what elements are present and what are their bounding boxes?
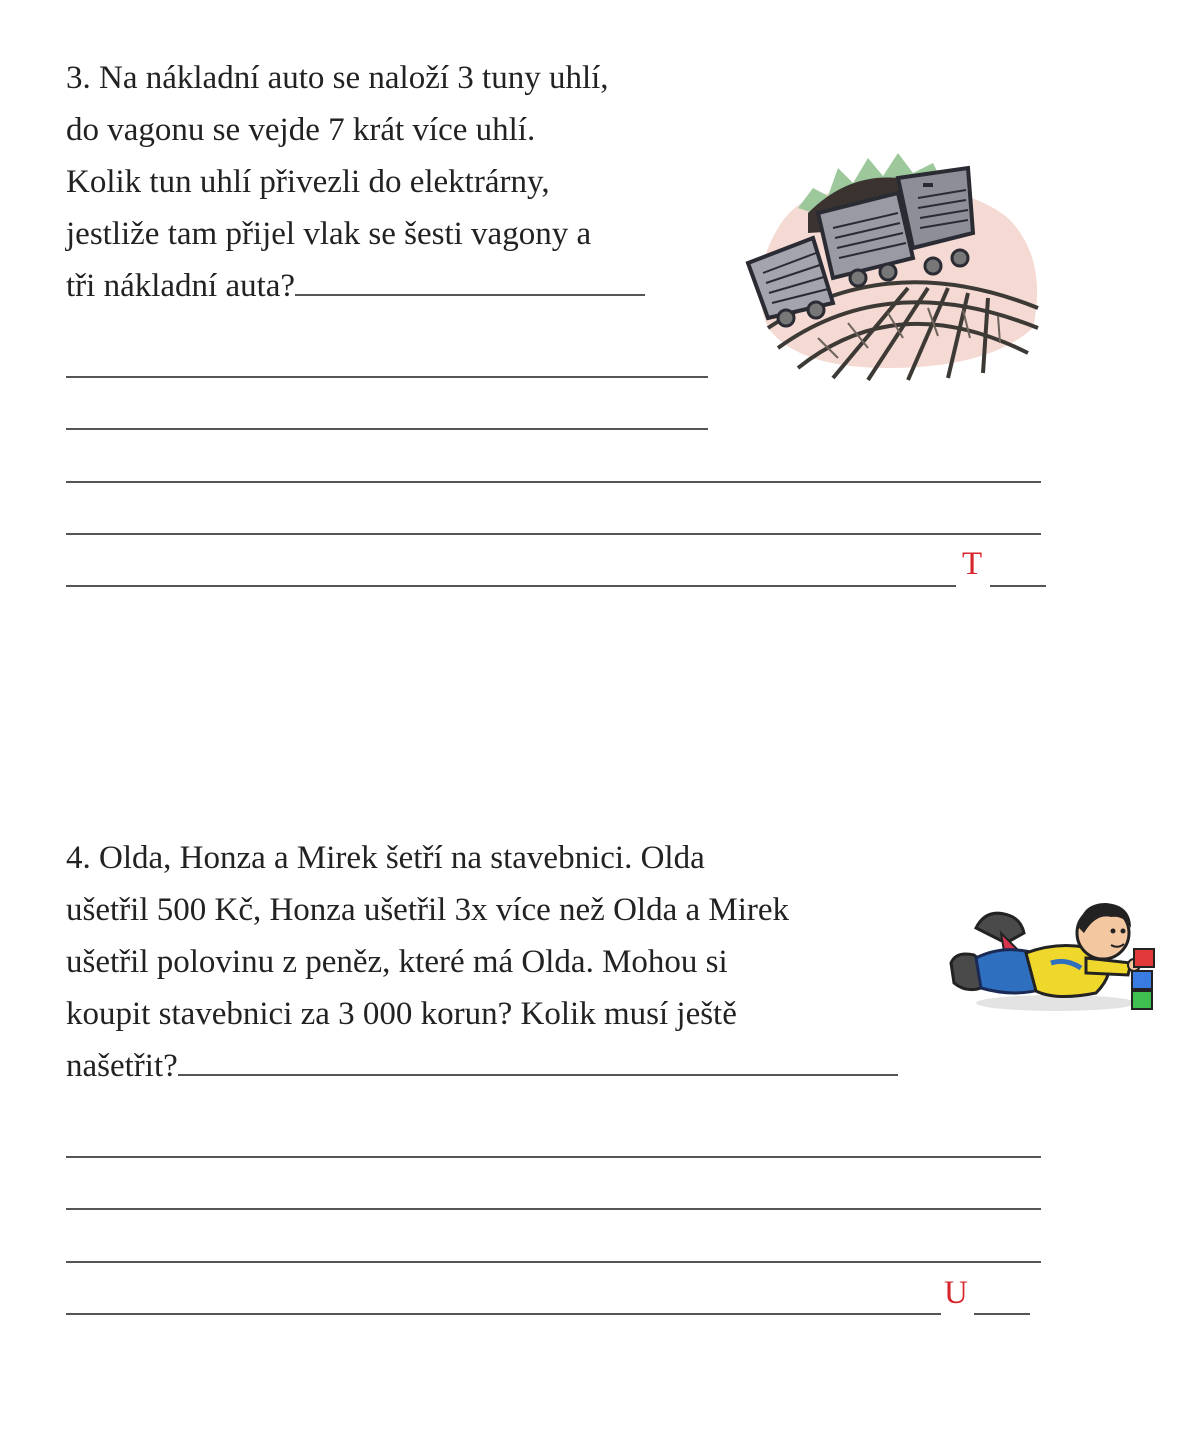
problem-3-question-end: tři nákladní auta? <box>66 268 296 304</box>
answer-line[interactable] <box>66 376 708 378</box>
problem-4-line-1: 4. Olda, Honza a Mirek šetří na stavebnici. Olda <box>66 840 705 876</box>
problem-4-question-end: našetřit? <box>66 1048 178 1084</box>
answer-letter-line[interactable] <box>990 585 1046 587</box>
answer-letter-u: U <box>944 1275 968 1311</box>
problem-3-line-2: do vagonu se vejde 7 krát více uhlí. <box>66 112 536 148</box>
problem-4-line-3: ušetřil polovinu z peněz, které má Olda. Mohou si <box>66 944 728 980</box>
answer-line[interactable] <box>66 1156 1041 1158</box>
answer-line[interactable] <box>66 533 1041 535</box>
answer-line[interactable] <box>66 428 708 430</box>
problem-3-line-5 <box>66 260 706 312</box>
problem-4-line-5 <box>66 1040 926 1092</box>
problem-3-line-4: jestliže tam přijel vlak se šesti vagony a <box>66 216 592 252</box>
problem-4-line-2: ušetřil 500 Kč, Honza ušetřil 3x více než Olda a Mirek <box>66 892 790 928</box>
answer-letter-line[interactable] <box>974 1313 1030 1315</box>
problem-3-line-1: 3. Na nákladní auto se naloží 3 tuny uhlí, <box>66 60 609 96</box>
boy-with-blocks-illustration <box>946 893 1162 1018</box>
coal-train-illustration <box>738 138 1050 383</box>
answer-line-inline[interactable] <box>178 1074 898 1076</box>
answer-letter-t: T <box>962 546 983 582</box>
answer-line-inline[interactable] <box>295 294 645 296</box>
answer-line[interactable] <box>66 1261 1041 1263</box>
problem-3-line-3: Kolik tun uhlí přivezli do elektrárny, <box>66 164 550 200</box>
answer-line[interactable] <box>66 481 1041 483</box>
answer-line[interactable] <box>66 1313 941 1315</box>
problem-4-line-4: koupit stavebnici za 3 000 korun? Kolik musí ještě <box>66 996 737 1032</box>
answer-line[interactable] <box>66 585 956 587</box>
answer-line[interactable] <box>66 1208 1041 1210</box>
